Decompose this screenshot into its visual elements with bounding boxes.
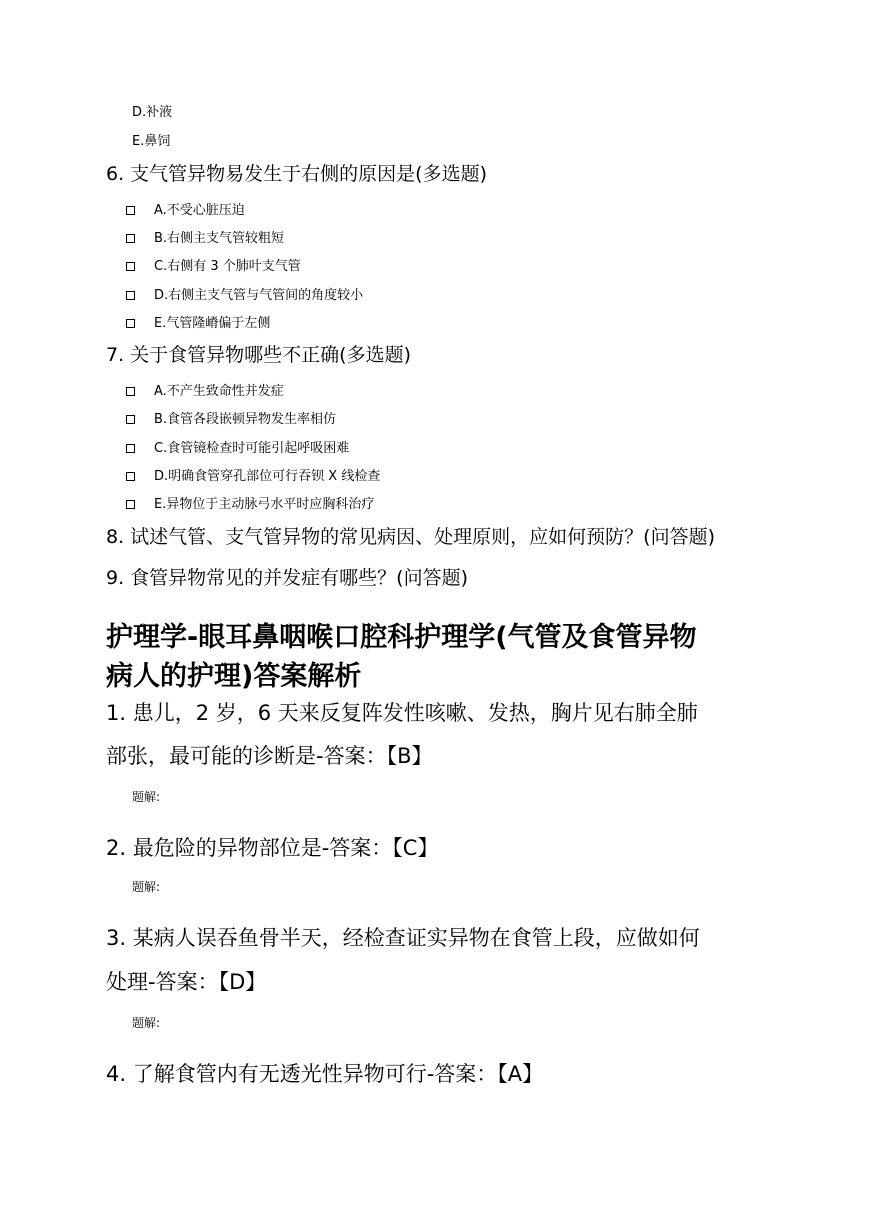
- question-title: 6. 支气管异物易发生于右侧的原因是(多选题): [106, 163, 487, 185]
- question-title: 7. 关于食管异物哪些不正确(多选题): [106, 344, 411, 366]
- option-text: A.不受心脏压迫: [154, 203, 245, 218]
- answer-explanation-label: 题解:: [132, 1016, 161, 1030]
- option-text: B.食管各段嵌顿异物发生率相仿: [154, 412, 337, 427]
- option-text: A.不产生致命性并发症: [154, 384, 284, 399]
- checkbox[interactable]: [126, 319, 135, 328]
- option-text: B.右侧主支气管较粗短: [154, 231, 285, 246]
- option-text: E.异物位于主动脉弓水平时应胸科治疗: [154, 497, 375, 512]
- question-title: 8. 试述气管、支气管异物的常见病因、处理原则，应如何预防？(问答题): [106, 526, 715, 548]
- option-text: E.鼻饲: [132, 134, 171, 149]
- option-text: D.右侧主支气管与气管间的角度较小: [154, 288, 364, 303]
- checkbox[interactable]: [126, 206, 135, 215]
- checkbox[interactable]: [126, 500, 135, 509]
- section-heading-line2: 病人的护理)答案解析: [106, 661, 362, 692]
- checkbox[interactable]: [126, 234, 135, 243]
- checkbox[interactable]: [126, 415, 135, 424]
- answer-question: 部张，最可能的诊断是-答案：【B】: [106, 744, 433, 768]
- answer-question: 处理-答案：【D】: [106, 970, 267, 994]
- checkbox[interactable]: [126, 262, 135, 271]
- checkbox[interactable]: [126, 291, 135, 300]
- option-text: D.明确食管穿孔部位可行吞钡 X 线检查: [154, 469, 381, 484]
- answer-explanation-label: 题解:: [132, 880, 161, 894]
- answer-question: 1. 患儿，2 岁，6 天来反复阵发性咳嗽、发热，胸片见右肺全肺: [106, 701, 698, 725]
- section-heading-line1: 护理学-眼耳鼻咽喉口腔科护理学(气管及食管异物: [106, 622, 697, 653]
- answer-explanation-label: 题解:: [132, 790, 161, 804]
- checkbox[interactable]: [126, 444, 135, 453]
- answer-question: 2. 最危险的异物部位是-答案：【C】: [106, 836, 439, 860]
- option-text: D.补液: [132, 105, 173, 120]
- option-text: C.右侧有 3 个肺叶支气管: [154, 259, 301, 274]
- option-text: E.气管隆嵴偏于左侧: [154, 316, 271, 331]
- answer-question: 4. 了解食管内有无透光性异物可行-答案：【A】: [106, 1062, 544, 1086]
- question-title: 9. 食管异物常见的并发症有哪些？(问答题): [106, 567, 468, 589]
- checkbox[interactable]: [126, 387, 135, 396]
- checkbox[interactable]: [126, 472, 135, 481]
- answer-question: 3. 某病人误吞鱼骨半天，经检查证实异物在食管上段，应做如何: [106, 926, 700, 950]
- option-text: C.食管镜检查时可能引起呼吸困难: [154, 441, 350, 456]
